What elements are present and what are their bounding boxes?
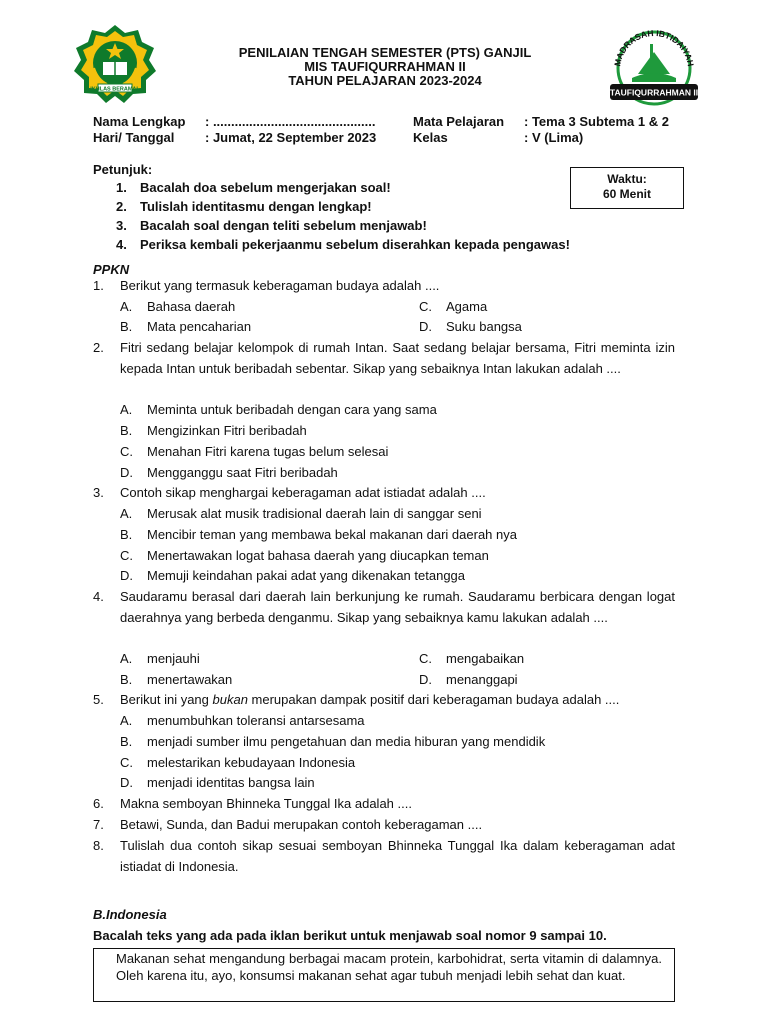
time-value: 60 Menit bbox=[602, 187, 651, 201]
option-2c: C. Menahan Fitri karena tugas belum selesai bbox=[120, 444, 389, 459]
option-5c: C. melestarikan kebudayaan Indonesia bbox=[120, 755, 356, 770]
option-2a: A. Meminta untuk beribadah dengan cara yang sama bbox=[120, 402, 437, 417]
section-title-ppkn: PPKN bbox=[93, 262, 130, 277]
option-3d: D. Memuji keindahan pakai adat yang dikenakan tetangga bbox=[120, 568, 466, 583]
option-3b: B. Mencibir teman yang membawa bekal makanan dari daerah nya bbox=[120, 527, 517, 542]
header-line-1: PENILAIAN TENGAH SEMESTER (PTS) GANJIL bbox=[238, 45, 532, 60]
question-7: 7. Betawi, Sunda, dan Badui merupakan contoh keberagaman .... bbox=[93, 817, 483, 832]
instructions-list bbox=[116, 178, 570, 254]
reading-instruction: Bacalah teks yang ada pada iklan berikut untuk menjawab soal nomor 9 sampai 10. bbox=[93, 928, 607, 943]
question-1: 1. Berikut yang termasuk keberagaman budaya adalah .... bbox=[93, 278, 440, 293]
option-2d: D. Mengganggu saat Fitri beribadah bbox=[120, 465, 338, 480]
logo-arc-text: MADRASAH IBTIDAIYAH bbox=[612, 27, 696, 68]
class-value: : V (Lima) bbox=[524, 130, 584, 145]
subject-label: Mata Pelajaran bbox=[413, 114, 505, 129]
header-line-3: TAHUN PELAJARAN 2023-2024 bbox=[288, 73, 482, 88]
option-5b: B. menjadi sumber ilmu pengetahuan dan media hiburan yang mendidik bbox=[120, 734, 546, 749]
madrasah-logo bbox=[606, 24, 702, 108]
section-title-bindo: B.Indonesia bbox=[93, 907, 167, 922]
reading-passage: Makanan sehat mengandung berbagai macam protein, karbohidrat, serta vitamin di dalamnya. Oleh karena itu, ayo, konsumsi makanan sehat agar tubuh menjadi lebih sehat dan kuat. bbox=[93, 948, 675, 1002]
option-4b: B. menertawakan bbox=[120, 672, 233, 687]
logo-banner-text: TAUFIQURRAHMAN II bbox=[609, 87, 699, 98]
question-2: 2. Fitri sedang belajar kelompok di rumah Intan. Saat sedang belajar bersama, Fitri meminta izin kepada Intan untuk beribadah sebentar. Sikap yang sebaiknya Intan lakukan adalah .... bbox=[93, 340, 675, 376]
instruction-item: 4. Periksa kembali pekerjaanmu sebelum diserahkan kepada pengawas! bbox=[116, 237, 570, 252]
name-label: Nama Lengkap bbox=[93, 114, 186, 129]
exam-header bbox=[160, 46, 610, 88]
instruction-item: 3. Bacalah soal dengan teliti sebelum menjawab! bbox=[116, 218, 427, 233]
option-4d: D. menanggapi bbox=[419, 672, 518, 687]
option-4c: C. mengabaikan bbox=[419, 651, 525, 666]
option-1b: B. Mata pencaharian bbox=[120, 319, 252, 334]
date-label: Hari/ Tanggal bbox=[93, 130, 175, 145]
option-1a: A. Bahasa daerah bbox=[120, 299, 236, 314]
instruction-item: 2. Tulislah identitasmu dengan lengkap! bbox=[116, 199, 372, 214]
logo-caption: IKHLAS BERAMAL bbox=[90, 86, 140, 93]
instruction-item: 1. Bacalah doa sebelum mengerjakan soal! bbox=[116, 180, 391, 195]
option-3a: A. Merusak alat musik tradisional daerah lain di sanggar seni bbox=[120, 506, 482, 521]
question-8: 8. Tulislah dua contoh sikap sesuai semboyan Bhinneka Tunggal Ika dalam keberagaman adat istiadat di Indonesia. bbox=[93, 838, 675, 874]
option-4a: A. menjauhi bbox=[120, 651, 200, 666]
question-6: 6. Makna semboyan Bhinneka Tunggal Ika adalah .... bbox=[93, 796, 412, 811]
kemenag-logo bbox=[72, 24, 158, 104]
time-box bbox=[570, 167, 684, 209]
option-5d: D. menjadi identitas bangsa lain bbox=[120, 775, 315, 790]
option-1c: C. Agama bbox=[419, 299, 488, 314]
option-3c: C. Menertawakan logat bahasa daerah yang diucapkan teman bbox=[120, 548, 489, 563]
option-2b: B. Mengizinkan Fitri beribadah bbox=[120, 423, 307, 438]
name-field[interactable]: : ............................................. bbox=[205, 114, 376, 129]
option-5a: A. menumbuhkan toleransi antarsesama bbox=[120, 713, 365, 728]
time-label: Waktu: bbox=[607, 172, 647, 186]
date-value: : Jumat, 22 September 2023 bbox=[205, 130, 377, 145]
header-line-2: MIS TAUFIQURRAHMAN II bbox=[304, 59, 466, 74]
question-4: 4. Saudaramu berasal dari daerah lain berkunjung ke rumah. Saudaramu berbicara dengan logat daerahnya yang berbeda denganmu. Sikap yang sebaiknya kamu lakukan adalah .... bbox=[93, 589, 675, 625]
option-1d: D. Suku bangsa bbox=[419, 319, 522, 334]
question-3: 3. Contoh sikap menghargai keberagaman adat istiadat adalah .... bbox=[93, 485, 486, 500]
class-label: Kelas bbox=[413, 130, 448, 145]
subject-value: : Tema 3 Subtema 1 & 2 bbox=[524, 114, 669, 129]
instructions-label: Petunjuk: bbox=[93, 162, 153, 177]
question-5: 5. Berikut ini yang bukan merupakan dampak positif dari keberagaman budaya adalah .... bbox=[93, 692, 620, 707]
